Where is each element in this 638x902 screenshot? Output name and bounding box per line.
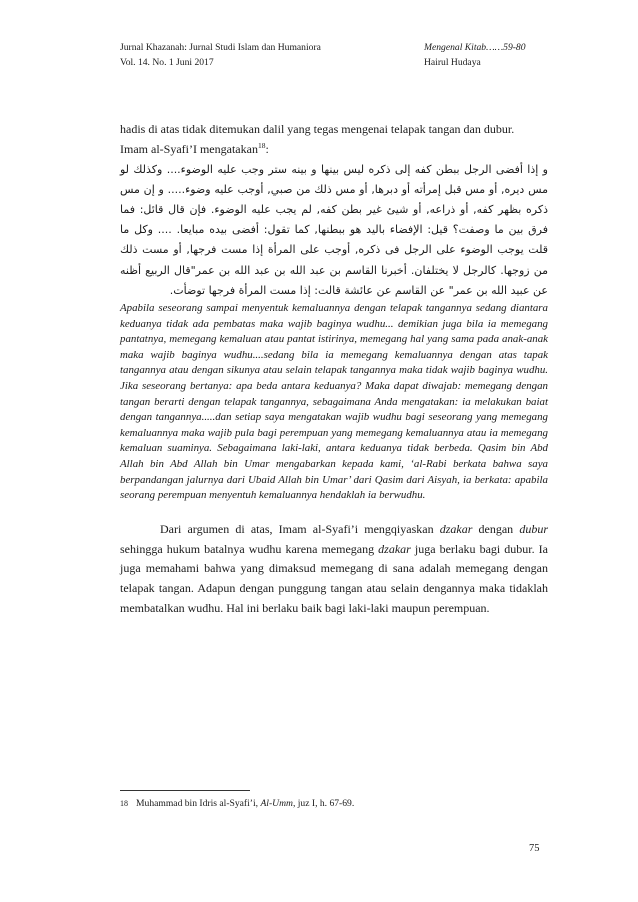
p2-text-d: juga berlaku bagi dubur. Ia juga memahami bahwa yang dimaksud memegang di sana adalah memegang dengan telapak tangan. Adapun dengan punggung tangan atau selain dengannya maka tidaklah membatalkan wudhu. Hal ini berlaku baik bagi laki-laki maupun perempuan. bbox=[120, 541, 548, 615]
term-dubur: dubur bbox=[519, 521, 549, 536]
journal-volume: Vol. 14. No. 1 Juni 2017 bbox=[120, 57, 214, 68]
footnote-divider bbox=[120, 790, 250, 791]
journal-title: Jurnal Khazanah: Jurnal Studi Islam dan Humaniora bbox=[120, 42, 321, 53]
intro-paragraph bbox=[120, 120, 548, 160]
footnote-text-a: Muhammad bin Idris al-Syafi’i, bbox=[136, 798, 261, 809]
footnote-ref: 18 bbox=[257, 140, 266, 150]
intro-line-1: hadis di atas tidak ditemukan dalil yang tegas mengenai telapak tangan dan dubur. bbox=[120, 122, 515, 136]
page-number: 75 bbox=[529, 843, 540, 854]
p2-text-c: sehingga hukum batalnya wudhu karena memegang bbox=[120, 541, 379, 556]
term-dzakar-2: dzakar bbox=[378, 541, 411, 556]
running-header bbox=[120, 40, 540, 70]
intro-colon: : bbox=[265, 141, 269, 156]
term-dzakar: dzakar bbox=[439, 521, 473, 536]
main-text bbox=[120, 120, 548, 619]
article-author: Hairul Hudaya bbox=[424, 57, 481, 68]
footnote-number: 18 bbox=[120, 799, 128, 808]
footnote-book-title: Al-Umm bbox=[260, 798, 293, 809]
intro-line-2: Imam al-Syafi’I mengatakan bbox=[120, 141, 258, 156]
footnote-text-b: , juz I, h. 67-69. bbox=[292, 798, 355, 809]
article-title: Mengenal Kitab……59-80 bbox=[424, 42, 526, 53]
translation-block-quote: Apabila seseorang sampai menyentuk kemaluannya dengan telapak tangannya sedang diantara keduanya tidak ada pembatas maka wajib baginya wudhu... demikian juga bila ia memegang pantatnya, memegang kemaluan atau pantat istirinya, memegang hal yang sama pada anak-anak maka wajib baginya wudhu....sedang bila ia memegang kemaluannya dengan atas tapak tangannya atau dengan sikunya atau selain telapak tangannya maka tidak wajib baginya wudhu. Jika seseorang bertanya: apa beda antara keduanya? Maka dapat diwajab: memegang dengan tangan berarti dengan telapak tangannya, sebagaimana Anda mengatakan: ia melakukan baiat dengan tangannya.....dan setiap saya mengatakan wajib wudhu bagi seseorang yang memegang kemaluannya maka wajib pula bagi perempuan yang memegang kemaluannya atau ia memegang kemaluan suaminya. Sebagaimana laki-laki, antara keduanya tidak berbeda. Qasim bin Abd Allah bin Abd Allah bin Umar mengabarkan kepada kami, ‘al-Rabi berkata bahwa saya berpandangan jalurnya dari Ubaid Allah bin Umar’ dari Qasim dari Aisyah, ia berkata: apabila seorang perempuan menyentuh kemaluannya hendaklah ia berwudhu. bbox=[120, 302, 548, 502]
footnote bbox=[120, 797, 548, 810]
p2-text-b: dengan bbox=[472, 521, 520, 536]
arabic-quotation: و إذا أفضى الرجل ببطن كفه إلى ذكره ليس بينها و بينه ستر وجب عليه الوضوء.... وكذلك لو مس ديره, أو مس قبل إمرأته أو دبرها, أو مس ذلك من صبي, أوجب عليه وضوء..... و إن مس ذكره بظهر كفه, أو ذراعه, أو شيئ غير بطن كفه, لم يجب عليه الوضوء. فإن قال قائل: فما فرق بين ما وصفت؟ قيل: الإفضاء باليد هو ببطنها, كما تقول: أفضى بيده مبايعا. .... وكل ما قلت يوجب الوضوء على الرجل فى ذكره, أوجب على المرأة إذا مست فرجها, أو مست ذلك من زوجها. كالرجل لا يختلفان. أخبرنا القاسم بن عبد الله بن عبد الله بن عمر"قال الربيع أظنه عن عبيد الله بن عمر" عن القاسم عن عائشة قالت: إذا مست المرأة فرجها توضأت. bbox=[120, 162, 548, 297]
argument-paragraph bbox=[120, 520, 548, 619]
p2-text-a: Dari argumen di atas, Imam al-Syafi’i mengqiyaskan bbox=[160, 521, 440, 536]
